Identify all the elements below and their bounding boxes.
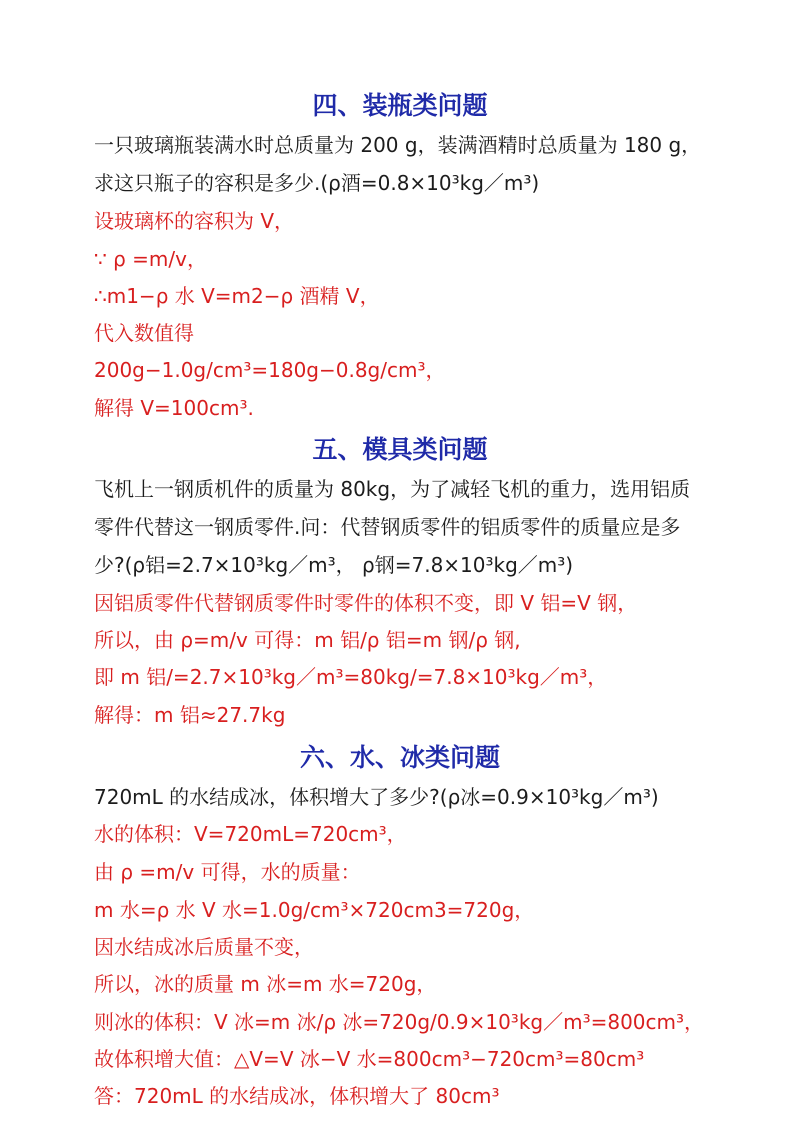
answer-line: 解得 V=100cm³. xyxy=(94,396,254,420)
answer-line: 解得：m 铝≈27.7kg xyxy=(94,703,286,727)
answer-line: 200g−1.0g/cm³=180g−0.8g/cm³， xyxy=(94,358,446,382)
answer-line: m 水=ρ 水 V 水=1.0g/cm³×720cm3=720g， xyxy=(94,898,535,922)
answer-line: 则冰的体积：V 冰=m 冰/ρ 冰=720g/0.9×10³kg／m³=800cm³， xyxy=(94,1010,705,1034)
section-heading-6: 六、水、冰类问题 xyxy=(299,743,500,772)
answer-line: 即 m 铝/=2.7×10³kg／m³=80kg/=7.8×10³kg／m³， xyxy=(94,665,608,689)
section-heading-5: 五、模具类问题 xyxy=(312,435,488,464)
answer-line: ∴m1−ρ 水 V=m2−ρ 酒精 V， xyxy=(94,284,380,308)
answer-line: 因水结成冰后质量不变， xyxy=(94,935,314,959)
answer-line: 答：720mL 的水结成冰，体积增大了 80cm³ xyxy=(94,1084,500,1108)
question-line: 少?(ρ铝=2.7×10³kg／m³， ρ钢=7.8×10³kg／m³) xyxy=(94,553,574,577)
question-line: 720mL 的水结成冰，体积增大了多少?(ρ冰=0.9×10³kg／m³) xyxy=(94,785,659,809)
question-line: 飞机上一钢质机件的质量为 80kg，为了减轻飞机的重力，选用铝质 xyxy=(94,477,691,501)
answer-line: 故体积增大值：△V=V 冰−V 水=800cm³−720cm³=80cm³ xyxy=(94,1047,645,1071)
question-line: 零件代替这一钢质零件.问：代替钢质零件的铝质零件的质量应是多 xyxy=(94,515,681,539)
answer-line: 所以，由 ρ=m/v 可得：m 铝/ρ 铝=m 钢/ρ 钢, xyxy=(94,628,521,652)
answer-line: 设玻璃杯的容积为 V， xyxy=(94,209,295,233)
answer-line: 水的体积：V=720mL=720cm³， xyxy=(94,822,407,846)
section-heading-4: 四、装瓶类问题 xyxy=(312,91,488,120)
answer-line: 代入数值得 xyxy=(94,321,194,345)
answer-line: 因铝质零件代替钢质零件时零件的体积不变，即 V 铝=V 钢， xyxy=(94,591,638,615)
question-line: 求这只瓶子的容积是多少.(ρ酒=0.8×10³kg／m³) xyxy=(94,171,540,195)
answer-line: 所以，冰的质量 m 冰=m 水=720g， xyxy=(94,972,437,996)
answer-line: 由 ρ =m/v 可得，水的质量： xyxy=(94,860,361,884)
question-line: 一只玻璃瓶装满水时总质量为 200 g，装满酒精时总质量为 180 g， xyxy=(94,133,702,157)
answer-line: ∵ ρ =m/v， xyxy=(94,247,207,271)
